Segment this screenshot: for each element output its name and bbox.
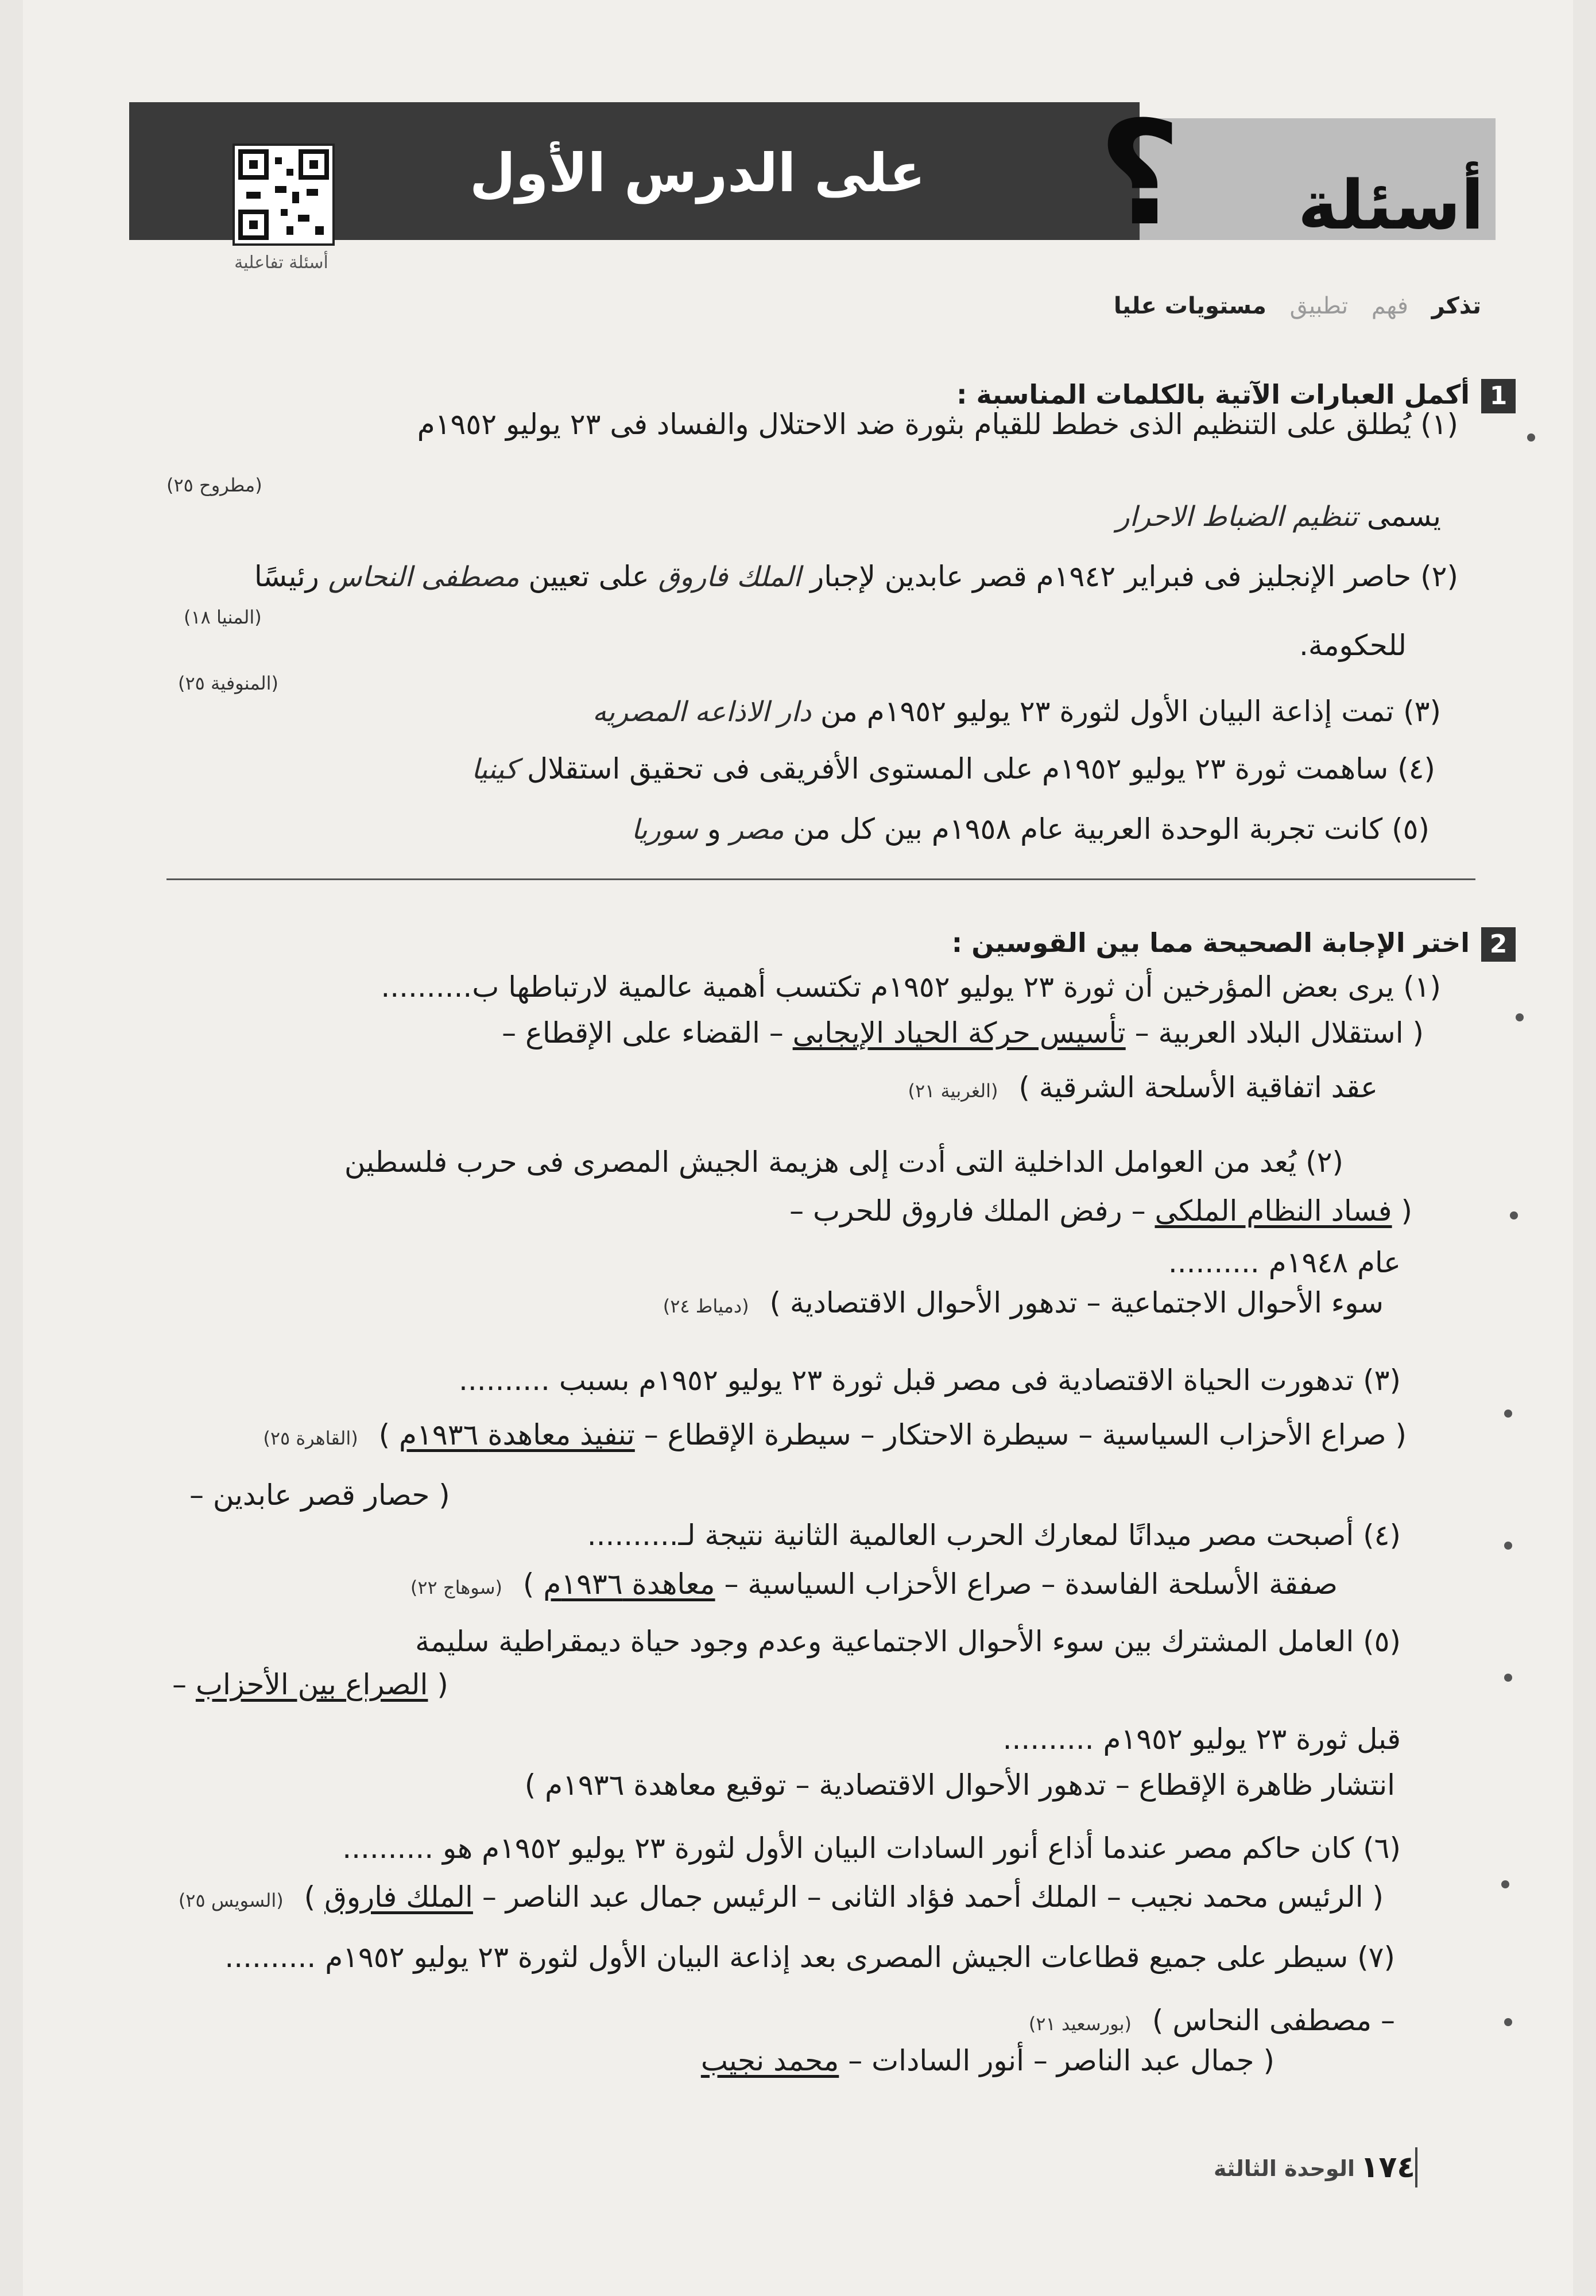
question-mark-icon: ؟: [1098, 90, 1181, 257]
s2-q3-options: ( صراع الأحزاب السياسية – سيطرة الاحتكار – سيطرة الإقطاع – تنفيذ معاهدة ١٩٣٦م ) (القاهرة ٢٥): [263, 1418, 1407, 1451]
level-remember: تذكر: [1431, 293, 1481, 319]
s1-q5-line: (٥) كانت تجربة الوحدة العربية عام ١٩٥٨م بين كل من مصر و سوريا: [631, 812, 1430, 846]
s1-q2-line-b: للحكومة.: [1299, 629, 1407, 662]
section-divider: [166, 878, 1475, 880]
section1-title: أكمل العبارات الآتية بالكلمات المناسبة :: [956, 379, 1470, 410]
s1-q4-line: (٤) ساهمت ثورة ٢٣ يوليو ١٩٥٢م على المستوى الأفريقى فى تحقيق استقلال كينيا: [471, 752, 1435, 785]
qr-code-icon[interactable]: [233, 144, 335, 246]
level-understand: فهم: [1371, 293, 1408, 319]
bullet-dot: [1504, 1410, 1512, 1418]
bullet-dot: [1510, 1211, 1518, 1219]
section1-number: 1: [1481, 379, 1516, 413]
s1-q3-line: (٣) تمت إذاعة البيان الأول لثورة ٢٣ يوليو ١٩٥٢م من دار الاذاعه المصريه: [592, 695, 1441, 728]
bullet-dot: [1504, 2018, 1512, 2026]
difficulty-levels: [827, 293, 1481, 319]
s2-q4-options: صفقة الأسلحة الفاسدة – صراع الأحزاب السياسية – معاهدة ١٩٣٦م ) (سوهاج ٢٢): [410, 1567, 1338, 1601]
level-higher: مستويات عليا: [1113, 293, 1266, 319]
s1-q3-source: (المنوفية ٢٥): [178, 672, 278, 694]
section2-number: 2: [1481, 927, 1516, 962]
s2-q6-options: ( الرئيس محمد نجيب – الملك أحمد فؤاد الثانى – الرئيس جمال عبد الناصر – الملك فاروق ) (السويس ٢٥): [178, 1880, 1384, 1914]
s2-q7-options-b: ( جمال عبد الناصر – أنور السادات – محمد نجيب: [700, 2044, 1275, 2077]
bullet-dot: [1504, 1674, 1512, 1682]
bullet-dot: [1504, 1542, 1512, 1550]
s2-q4-option-a: ( حصار قصر عابدين –: [189, 1478, 450, 1512]
bullet-dot: [1527, 433, 1535, 442]
s2-q5-stem-b: قبل ثورة ٢٣ يوليو ١٩٥٢م ..........: [1002, 1722, 1401, 1756]
unit-label: الوحدة الثالثة: [1213, 2156, 1355, 2181]
s2-q2-stem-b: عام ١٩٤٨م ..........: [1168, 1246, 1401, 1279]
s2-q1-options-b: عقد اتفاقية الأسلحة الشرقية ) (الغربية ٢١): [908, 1071, 1378, 1104]
footer-separator: [1415, 2147, 1417, 2187]
s2-q2-options: ( فساد النظام الملكى – رفض الملك فاروق للحرب –: [789, 1194, 1412, 1228]
s2-q3-stem: (٣) تدهورت الحياة الاقتصادية فى مصر قبل ثورة ٢٣ يوليو ١٩٥٢م بسبب ..........: [459, 1364, 1401, 1397]
s1-q1-line-a: (١) يُطلق على التنظيم الذى خطط للقيام بثورة ضد الاحتلال والفساد فى ٢٣ يوليو ١٩٥٢م: [417, 408, 1458, 441]
s2-q1-stem: (١) يرى بعض المؤرخين أن ثورة ٢٣ يوليو ١٩٥٢م تكتسب أهمية عالمية لارتباطها ب..........: [381, 970, 1441, 1004]
section2-title: اختر الإجابة الصحيحة مما بين القوسين :: [951, 927, 1470, 958]
s2-q4-stem: (٤) أصبحت مصر ميدانًا لمعارك الحرب العالمية الثانية نتيجة لـ..........: [587, 1519, 1401, 1552]
s2-q2-options-b: سوء الأحوال الاجتماعية – تدهور الأحوال الاقتصادية ) (دمياط ٢٤): [663, 1286, 1384, 1319]
s1-q2-source: (المنيا ١٨): [184, 606, 262, 628]
page-title: أسئلة: [1297, 165, 1484, 245]
s2-q5-options-b: انتشار ظاهرة الإقطاع – تدهور الأحوال الاقتصادية – توقيع معاهدة ١٩٣٦م ): [524, 1768, 1395, 1802]
bullet-dot: [1501, 1880, 1509, 1888]
handwritten-answer: تنظيم الضباط الاحرار: [1116, 501, 1358, 533]
qr-label: أسئلة تفاعلية: [234, 253, 328, 273]
s1-q2-line-a: (٢) حاصر الإنجليز فى فبراير ١٩٤٢م قصر عابدين لإجبار الملك فاروق على تعيين مصطفى النحاس رئيسًا: [254, 560, 1458, 593]
s2-q7-stem: (٧) سيطر على جميع قطاعات الجيش المصرى بعد إذاعة البيان الأول لثورة ٢٣ يوليو ١٩٥٢م ..........: [224, 1941, 1395, 1974]
s2-q7-options-a: – مصطفى النحاس ) (بورسعيد ٢١): [1028, 2004, 1395, 2037]
s2-q5-options: ( الصراع بين الأحزاب –: [172, 1668, 448, 1701]
textbook-page: [23, 0, 1573, 2296]
s2-q2-stem-a: (٢) يُعد من العوامل الداخلية التى أدت إلى هزيمة الجيش المصرى فى حرب فلسطين: [344, 1145, 1343, 1179]
s2-q5-stem-a: (٥) العامل المشترك بين سوء الأحوال الاجتماعية وعدم وجود حياة ديمقراطية سليمة: [415, 1625, 1401, 1658]
s2-q6-stem: (٦) كان حاكم مصر عندما أذاع أنور السادات البيان الأول لثورة ٢٣ يوليو ١٩٥٢م هو ..........: [342, 1832, 1401, 1865]
page-number: ١٧٤: [1360, 2150, 1415, 2185]
level-apply: تطبيق: [1289, 293, 1349, 319]
bullet-dot: [1516, 1013, 1524, 1021]
s1-q1-source: (مطروح ٢٥): [166, 474, 262, 496]
lesson-title: على الدرس الأول: [470, 142, 925, 204]
s2-q1-options: ( استقلال البلاد العربية – تأسيس حركة الحياد الإيجابى – القضاء على الإقطاع –: [502, 1016, 1424, 1050]
s1-q1-line-b: يسمى تنظيم الضباط الاحرار: [1116, 500, 1441, 533]
